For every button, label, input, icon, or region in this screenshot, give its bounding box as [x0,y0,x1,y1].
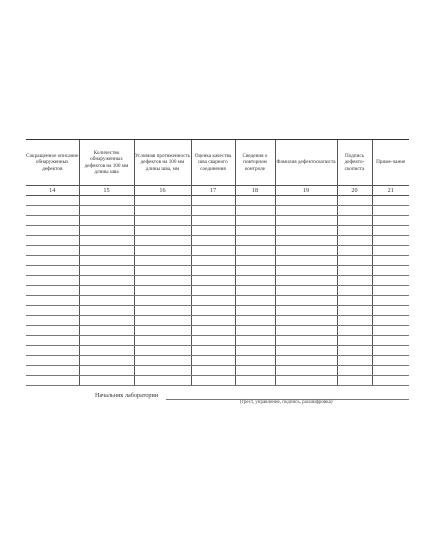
table-cell[interactable] [79,256,134,266]
table-cell[interactable] [191,206,235,216]
column-header: Сведения о повторном контроле [235,140,275,186]
table-cell[interactable] [372,336,409,346]
table-row [26,266,409,276]
table-cell[interactable] [191,246,235,256]
column-number: 18 [235,186,275,196]
table-cell[interactable] [79,236,134,246]
table-cell[interactable] [372,356,409,366]
table-cell[interactable] [191,256,235,266]
table-cell[interactable] [191,376,235,386]
table-row [26,346,409,356]
table-cell[interactable] [134,216,191,226]
table-cell[interactable] [235,296,275,306]
table-cell[interactable] [372,376,409,386]
table-cell[interactable] [275,316,337,326]
table-cell[interactable] [26,306,79,316]
table-cell[interactable] [79,206,134,216]
table-row [26,376,409,386]
table-cell[interactable] [372,236,409,246]
table-cell[interactable] [79,196,134,206]
table-cell[interactable] [275,256,337,266]
table-cell[interactable] [79,316,134,326]
table-cell[interactable] [79,296,134,306]
table-cell[interactable] [235,276,275,286]
table-cell[interactable] [134,256,191,266]
column-header: Подпись дефекто-скописта [337,140,372,186]
table-cell[interactable] [134,286,191,296]
column-header: Фамилия дефектоскописта [275,140,337,186]
table-cell[interactable] [79,336,134,346]
table-cell[interactable] [26,236,79,246]
table-cell[interactable] [191,266,235,276]
table-cell[interactable] [79,356,134,366]
table-cell[interactable] [79,226,134,236]
table-cell[interactable] [26,326,79,336]
table-cell[interactable] [275,196,337,206]
table-cell[interactable] [235,286,275,296]
table-cell[interactable] [337,376,372,386]
table-cell[interactable] [372,366,409,376]
table-cell[interactable] [26,216,79,226]
table-cell[interactable] [26,276,79,286]
table-cell[interactable] [372,316,409,326]
table-cell[interactable] [372,326,409,336]
table-cell[interactable] [275,266,337,276]
table-cell[interactable] [372,206,409,216]
table-cell[interactable] [79,216,134,226]
table-cell[interactable] [79,366,134,376]
table-row [26,256,409,266]
table-cell[interactable] [372,256,409,266]
table-cell[interactable] [191,286,235,296]
table-cell[interactable] [275,226,337,236]
table-cell[interactable] [275,236,337,246]
table-cell[interactable] [79,246,134,256]
table-cell[interactable] [134,316,191,326]
table-cell[interactable] [337,346,372,356]
table-row [26,246,409,256]
table-cell[interactable] [372,266,409,276]
table-cell[interactable] [235,196,275,206]
table-cell[interactable] [191,196,235,206]
column-number: 17 [191,186,235,196]
table-cell[interactable] [134,326,191,336]
table-cell[interactable] [372,246,409,256]
table-cell[interactable] [235,316,275,326]
table-cell[interactable] [235,366,275,376]
table-cell[interactable] [26,286,79,296]
table-row [26,206,409,216]
table-cell[interactable] [134,226,191,236]
table-row [26,226,409,236]
table-cell[interactable] [372,196,409,206]
table-cell[interactable] [191,326,235,336]
table-cell[interactable] [337,206,372,216]
table-cell[interactable] [337,276,372,286]
table-row [26,326,409,336]
table-cell[interactable] [275,206,337,216]
column-number: 15 [79,186,134,196]
table-cell[interactable] [191,236,235,246]
table-cell[interactable] [337,226,372,236]
signature-label: Начальник лаборатории [95,392,159,399]
table-cell[interactable] [372,346,409,356]
table-cell[interactable] [79,286,134,296]
table-cell[interactable] [275,296,337,306]
table-cell[interactable] [26,316,79,326]
table-cell[interactable] [191,226,235,236]
signature-hint: (трест, управление, подпись, расшифровка) [240,400,333,405]
table-cell[interactable] [235,336,275,346]
table-row [26,216,409,226]
table-cell[interactable] [191,216,235,226]
table-cell[interactable] [235,356,275,366]
table-cell[interactable] [134,246,191,256]
table-cell[interactable] [275,306,337,316]
table-row [26,296,409,306]
table-cell[interactable] [134,356,191,366]
table-cell[interactable] [372,216,409,226]
table-cell[interactable] [79,346,134,356]
table-cell[interactable] [235,266,275,276]
table-cell[interactable] [191,366,235,376]
table-row [26,336,409,346]
table-cell[interactable] [26,196,79,206]
table-cell[interactable] [275,216,337,226]
table-cell[interactable] [275,246,337,256]
table-cell[interactable] [134,366,191,376]
table-row [26,306,409,316]
column-number: 20 [337,186,372,196]
table-cell[interactable] [191,306,235,316]
table-cell[interactable] [337,326,372,336]
column-header: Сокращенное описание обнаруженных дефектов [26,140,79,186]
table-cell[interactable] [235,306,275,316]
table-cell[interactable] [275,376,337,386]
table-body [26,196,409,386]
table-cell[interactable] [26,376,79,386]
table-cell[interactable] [134,296,191,306]
table-cell[interactable] [134,276,191,286]
table-cell[interactable] [26,336,79,346]
table-cell[interactable] [191,296,235,306]
table-cell[interactable] [26,296,79,306]
table-cell[interactable] [134,266,191,276]
table-cell[interactable] [134,236,191,246]
table-cell[interactable] [235,236,275,246]
table-row [26,286,409,296]
table-cell[interactable] [337,316,372,326]
table-cell[interactable] [134,346,191,356]
table-cell[interactable] [337,246,372,256]
table-row [26,196,409,206]
table-cell[interactable] [337,236,372,246]
table-cell[interactable] [191,276,235,286]
table-cell[interactable] [134,196,191,206]
table-row [26,356,409,366]
column-header: Оценка качества шва сварного соединения [191,140,235,186]
table-cell[interactable] [79,306,134,316]
table-cell[interactable] [26,246,79,256]
table-cell[interactable] [275,326,337,336]
table-cell[interactable] [275,286,337,296]
table-cell[interactable] [372,296,409,306]
table-cell[interactable] [275,276,337,286]
table-cell[interactable] [337,336,372,346]
table-cell[interactable] [191,356,235,366]
table-cell[interactable] [337,306,372,316]
table-cell[interactable] [235,256,275,266]
table-cell[interactable] [235,216,275,226]
table-cell[interactable] [235,226,275,236]
table-cell[interactable] [134,376,191,386]
table-cell[interactable] [275,356,337,366]
table-cell[interactable] [372,276,409,286]
table-cell[interactable] [79,266,134,276]
table-cell[interactable] [275,346,337,356]
table-cell[interactable] [372,226,409,236]
report-table [26,139,409,386]
table-cell[interactable] [26,266,79,276]
table-cell[interactable] [337,196,372,206]
table-cell[interactable] [26,256,79,266]
table-cell[interactable] [26,346,79,356]
table-cell[interactable] [79,326,134,336]
table-cell[interactable] [337,356,372,366]
table-cell[interactable] [337,366,372,376]
column-number: 21 [372,186,409,196]
table-cell[interactable] [337,256,372,266]
column-header: Приме-чание [372,140,409,186]
table-cell[interactable] [235,246,275,256]
table-cell[interactable] [337,216,372,226]
table-row [26,316,409,326]
table-row [26,276,409,286]
table-cell[interactable] [275,336,337,346]
table-cell[interactable] [372,286,409,296]
table-cell[interactable] [79,276,134,286]
table-row [26,236,409,246]
table-cell[interactable] [191,336,235,346]
table-cell[interactable] [337,286,372,296]
table-cell[interactable] [191,346,235,356]
header-row [26,140,409,186]
table-cell[interactable] [134,336,191,346]
table-cell[interactable] [235,346,275,356]
table-cell[interactable] [235,376,275,386]
table-cell[interactable] [235,326,275,336]
table-cell[interactable] [337,296,372,306]
table-cell[interactable] [337,266,372,276]
column-header: Условная протяженность дефектов на 100 мм длины шва, мм [134,140,191,186]
column-number: 19 [275,186,337,196]
table-cell[interactable] [26,226,79,236]
column-header: Количество обнаруженных дефектов на 100 мм длины шва [79,140,134,186]
column-number-row [26,186,409,196]
table-cell[interactable] [275,366,337,376]
column-number: 16 [134,186,191,196]
table-cell[interactable] [26,366,79,376]
table-cell[interactable] [134,206,191,216]
table-cell[interactable] [26,206,79,216]
table-cell[interactable] [134,306,191,316]
table-cell[interactable] [79,376,134,386]
table-cell[interactable] [26,356,79,366]
table-cell[interactable] [235,206,275,216]
table-cell[interactable] [191,316,235,326]
table-row [26,366,409,376]
column-number: 14 [26,186,79,196]
table-cell[interactable] [372,306,409,316]
